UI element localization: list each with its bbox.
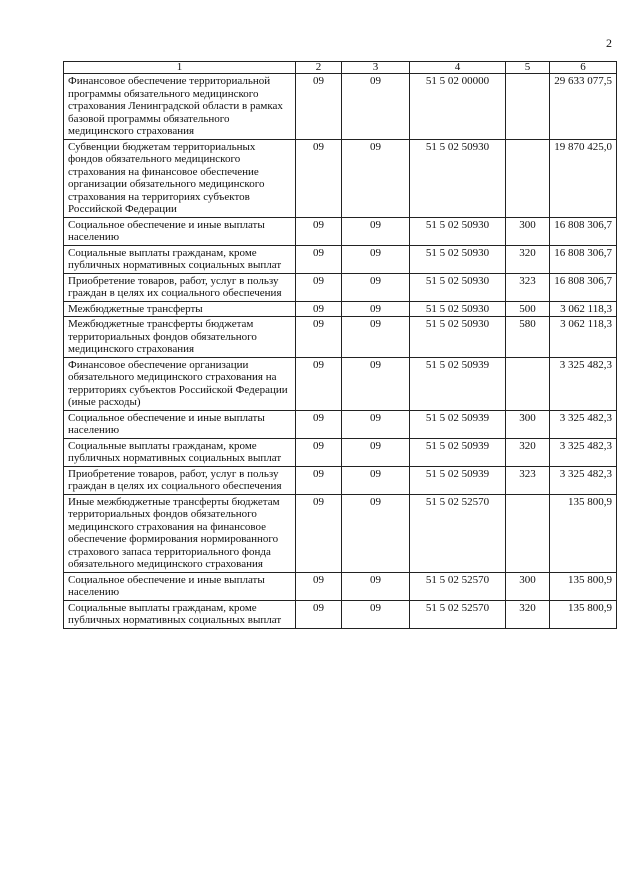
row-section: 09 (296, 438, 342, 466)
page-number: 2 (606, 36, 612, 50)
header-col-4: 4 (410, 62, 506, 74)
row-section: 09 (296, 494, 342, 572)
table-header-row (64, 62, 617, 74)
row-expense-type: 320 (506, 600, 550, 628)
row-subsection: 09 (342, 317, 410, 358)
header-col-1: 1 (64, 62, 296, 74)
row-description: Социальное обеспечение и иные выплаты населению (64, 217, 296, 245)
row-subsection: 09 (342, 301, 410, 317)
row-description: Межбюджетные трансферты бюджетам территориальных фондов обязательного медицинского страхования (64, 317, 296, 358)
row-expense-type: 320 (506, 245, 550, 273)
row-description: Приобретение товаров, работ, услуг в пользу граждан в целях их социального обеспечения (64, 466, 296, 494)
row-subsection: 09 (342, 410, 410, 438)
row-description: Финансовое обеспечение территориальной программы обязательного медицинского страхования Ленинградской области в рамках базовой программы обязательного медицинского страхования (64, 74, 296, 140)
row-section: 09 (296, 600, 342, 628)
row-amount: 19 870 425,0 (550, 139, 617, 217)
table-row (64, 217, 617, 245)
table-row (64, 357, 617, 410)
row-target-code: 51 5 02 50939 (410, 466, 506, 494)
row-description: Социальное обеспечение и иные выплаты населению (64, 572, 296, 600)
row-amount: 3 325 482,3 (550, 438, 617, 466)
header-col-3: 3 (342, 62, 410, 74)
row-subsection: 09 (342, 466, 410, 494)
row-section: 09 (296, 410, 342, 438)
row-subsection: 09 (342, 245, 410, 273)
row-target-code: 51 5 02 50939 (410, 357, 506, 410)
row-section: 09 (296, 217, 342, 245)
row-amount: 16 808 306,7 (550, 245, 617, 273)
row-subsection: 09 (342, 217, 410, 245)
row-target-code: 51 5 02 50930 (410, 273, 506, 301)
row-expense-type: 300 (506, 572, 550, 600)
table-row (64, 317, 617, 358)
row-description: Иные межбюджетные трансферты бюджетам территориальных фондов обязательного медицинского страхования на финансовое обеспечение формирования нормированного страхового запаса территориального фонда обязательного медицинского страхования (64, 494, 296, 572)
row-description: Финансовое обеспечение организации обязательного медицинского страхования на территориях субъектов Российской Федерации (иные расходы) (64, 357, 296, 410)
table-row (64, 301, 617, 317)
header-col-6: 6 (550, 62, 617, 74)
table-row (64, 273, 617, 301)
row-expense-type (506, 494, 550, 572)
row-subsection: 09 (342, 572, 410, 600)
row-section: 09 (296, 245, 342, 273)
row-target-code: 51 5 02 50930 (410, 301, 506, 317)
row-description: Социальные выплаты гражданам, кроме публичных нормативных социальных выплат (64, 438, 296, 466)
row-section: 09 (296, 572, 342, 600)
row-expense-type: 320 (506, 438, 550, 466)
table-row (64, 572, 617, 600)
table-row (64, 494, 617, 572)
row-subsection: 09 (342, 494, 410, 572)
row-expense-type (506, 74, 550, 140)
table-row (64, 600, 617, 628)
row-amount: 16 808 306,7 (550, 273, 617, 301)
row-description: Социальные выплаты гражданам, кроме публичных нормативных социальных выплат (64, 600, 296, 628)
row-amount: 135 800,9 (550, 572, 617, 600)
row-target-code: 51 5 02 50930 (410, 317, 506, 358)
row-description: Субвенции бюджетам территориальных фондов обязательного медицинского страхования на финансовое обеспечение организации обязательного медицинского страхования на территориях субъектов Российской Федерации (64, 139, 296, 217)
row-expense-type: 323 (506, 466, 550, 494)
table-row (64, 139, 617, 217)
table-row (64, 438, 617, 466)
row-expense-type: 300 (506, 410, 550, 438)
row-expense-type: 580 (506, 317, 550, 358)
row-target-code: 51 5 02 50930 (410, 139, 506, 217)
row-target-code: 51 5 02 52570 (410, 494, 506, 572)
row-amount: 29 633 077,5 (550, 74, 617, 140)
table-row (64, 410, 617, 438)
row-subsection: 09 (342, 139, 410, 217)
row-expense-type: 500 (506, 301, 550, 317)
row-target-code: 51 5 02 50939 (410, 410, 506, 438)
row-subsection: 09 (342, 273, 410, 301)
table-row (64, 466, 617, 494)
row-expense-type: 323 (506, 273, 550, 301)
row-amount: 3 325 482,3 (550, 410, 617, 438)
row-description: Межбюджетные трансферты (64, 301, 296, 317)
row-section: 09 (296, 301, 342, 317)
row-subsection: 09 (342, 600, 410, 628)
row-section: 09 (296, 273, 342, 301)
row-amount: 3 325 482,3 (550, 357, 617, 410)
row-target-code: 51 5 02 00000 (410, 74, 506, 140)
row-description: Социальное обеспечение и иные выплаты населению (64, 410, 296, 438)
row-subsection: 09 (342, 438, 410, 466)
row-amount: 3 062 118,3 (550, 317, 617, 358)
row-section: 09 (296, 357, 342, 410)
row-target-code: 51 5 02 52570 (410, 600, 506, 628)
row-target-code: 51 5 02 52570 (410, 572, 506, 600)
table-row (64, 245, 617, 273)
row-amount: 3 325 482,3 (550, 466, 617, 494)
row-subsection: 09 (342, 74, 410, 140)
table-row (64, 74, 617, 140)
row-amount: 3 062 118,3 (550, 301, 617, 317)
row-section: 09 (296, 139, 342, 217)
row-target-code: 51 5 02 50930 (410, 217, 506, 245)
row-amount: 135 800,9 (550, 494, 617, 572)
row-section: 09 (296, 317, 342, 358)
row-amount: 16 808 306,7 (550, 217, 617, 245)
row-subsection: 09 (342, 357, 410, 410)
row-section: 09 (296, 466, 342, 494)
row-description: Социальные выплаты гражданам, кроме публичных нормативных социальных выплат (64, 245, 296, 273)
row-amount: 135 800,9 (550, 600, 617, 628)
header-col-2: 2 (296, 62, 342, 74)
row-expense-type (506, 139, 550, 217)
row-section: 09 (296, 74, 342, 140)
row-description: Приобретение товаров, работ, услуг в пользу граждан в целях их социального обеспечения (64, 273, 296, 301)
row-expense-type: 300 (506, 217, 550, 245)
row-expense-type (506, 357, 550, 410)
budget-table (63, 61, 617, 629)
row-target-code: 51 5 02 50939 (410, 438, 506, 466)
row-target-code: 51 5 02 50930 (410, 245, 506, 273)
header-col-5: 5 (506, 62, 550, 74)
